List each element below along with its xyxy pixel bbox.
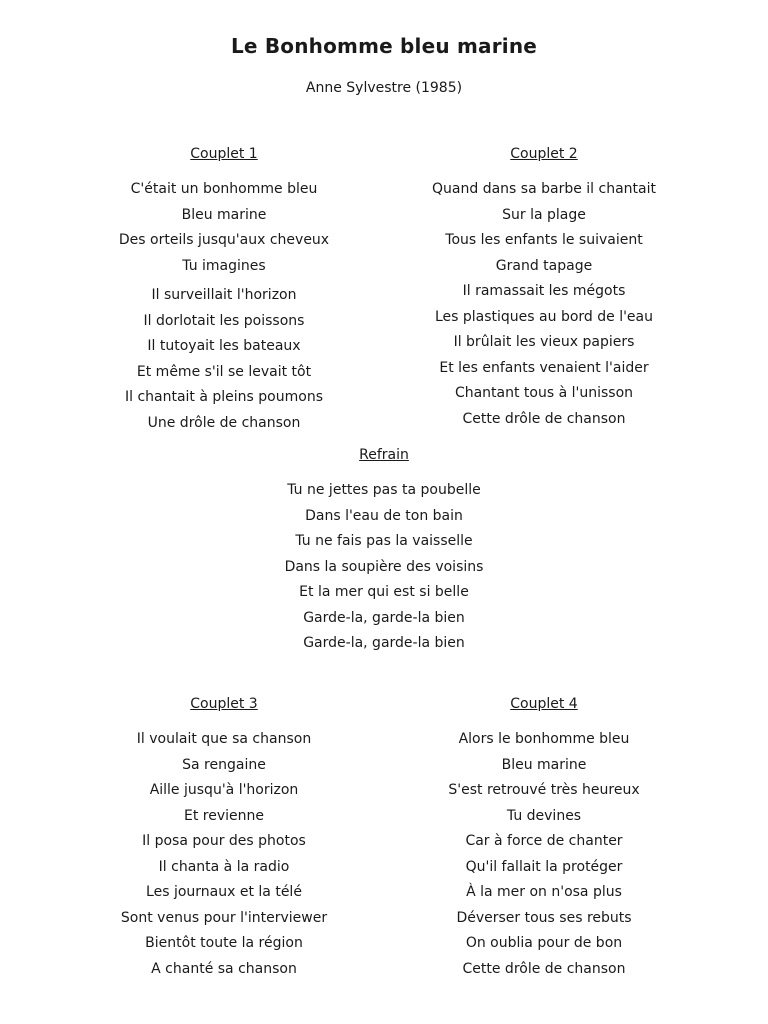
couplet-4-lines (384, 727, 704, 982)
couplet-4-line: Bleu marine (501, 756, 587, 773)
couplet-3-lines (64, 727, 384, 982)
couplet-3-line: Les journaux et la télé (146, 884, 302, 900)
refrain-lines (184, 478, 584, 657)
couplet-1-heading: Couplet 1 (190, 146, 258, 162)
couplet-2-line: Il ramassait les mégots (462, 283, 626, 299)
couplet-4-line: À la mer on n'osa plus (466, 884, 622, 900)
couplet-1-line: Il surveillait l'horizon (151, 287, 297, 303)
couplet-3-line: Bientôt toute la région (145, 935, 303, 951)
refrain-line: Dans la soupière des voisins (284, 558, 484, 575)
couplet-3-line: Aille jusqu'à l'horizon (149, 782, 299, 798)
couplet-3-heading: Couplet 3 (190, 696, 258, 712)
refrain-line: Et la mer qui est si belle (299, 584, 469, 600)
couplet-2-heading: Couplet 2 (510, 146, 578, 162)
couplet-3-line: Il posa pour des photos (142, 833, 306, 849)
couplet-1-line: Il tutoyait les bateaux (147, 338, 301, 354)
couplet-2-line: Cette drôle de chanson (462, 410, 626, 427)
couplet-1-line: C'était un bonhomme bleu (130, 181, 318, 197)
couplet-2-line: Les plastiques au bord de l'eau (434, 308, 653, 325)
couplet-4-heading: Couplet 4 (510, 696, 578, 712)
couplet-3-line: Et revienne (184, 807, 264, 824)
couplet-4-line: On oublia pour de bon (465, 935, 623, 951)
couplet-1-line: Des orteils jusqu'aux cheveux (118, 232, 330, 248)
couplet-2-line: Il brûlait les vieux papiers (453, 334, 635, 350)
couplet-4-line: S'est retrouvé très heureux (448, 782, 640, 798)
couplet-1-line: Tu imagines (182, 257, 266, 274)
couplet-3-line: Il voulait que sa chanson (136, 731, 312, 747)
couplet-4-line: Car à force de chanter (465, 833, 623, 849)
refrain-line: Tu ne fais pas la vaisselle (295, 533, 473, 549)
couplet-2-line: Tous les enfants le suivaient (445, 232, 643, 248)
couplet-2-line: Chantant tous à l'unisson (454, 385, 634, 401)
refrain-line: Garde-la, garde-la bien (303, 635, 465, 651)
couplet-1-line: Il dorlotait les poissons (143, 312, 305, 329)
refrain-line: Dans l'eau de ton bain (305, 507, 463, 524)
couplet-3-line: Il chanta à la radio (158, 858, 290, 875)
couplet-2-line: Et les enfants venaient l'aider (439, 359, 649, 376)
couplet-3-line: Sont venus pour l'interviewer (120, 909, 328, 926)
refrain-line: Garde-la, garde-la bien (303, 609, 465, 626)
couplet-4 (384, 695, 704, 982)
couplet-3-line: Sa rengaine (182, 756, 266, 773)
couplet-2 (384, 145, 704, 432)
couplet-1-line: Et même s'il se levait tôt (136, 363, 312, 380)
couplet-4-line: Qu'il fallait la protéger (465, 858, 623, 875)
couplet-1-line: Il chantait à pleins poumons (124, 389, 323, 405)
couplet-4-line: Alors le bonhomme bleu (458, 731, 630, 747)
refrain-line: Tu ne jettes pas ta poubelle (287, 482, 481, 498)
refrain-heading: Refrain (359, 447, 409, 463)
couplet-3-line: A chanté sa chanson (151, 960, 297, 977)
song-author: Anne Sylvestre (1985) (305, 80, 463, 96)
couplet-1-lines (64, 177, 384, 436)
couplet-1 (64, 145, 384, 436)
couplet-4-line: Déverser tous ses rebuts (456, 909, 632, 926)
couplet-2-line: Sur la plage (502, 206, 586, 223)
couplet-2-lines (384, 177, 704, 432)
couplet-2-line: Quand dans sa barbe il chantait (432, 181, 656, 197)
refrain (184, 446, 584, 657)
couplet-4-line: Tu devines (506, 807, 582, 824)
song-title: Le Bonhomme bleu marine (230, 34, 538, 58)
couplet-3 (64, 695, 384, 982)
couplet-1-line: Une drôle de chanson (147, 414, 301, 431)
couplet-1-line: Bleu marine (181, 206, 267, 223)
couplet-4-line: Cette drôle de chanson (462, 960, 626, 977)
couplet-2-line: Grand tapage (495, 257, 593, 274)
